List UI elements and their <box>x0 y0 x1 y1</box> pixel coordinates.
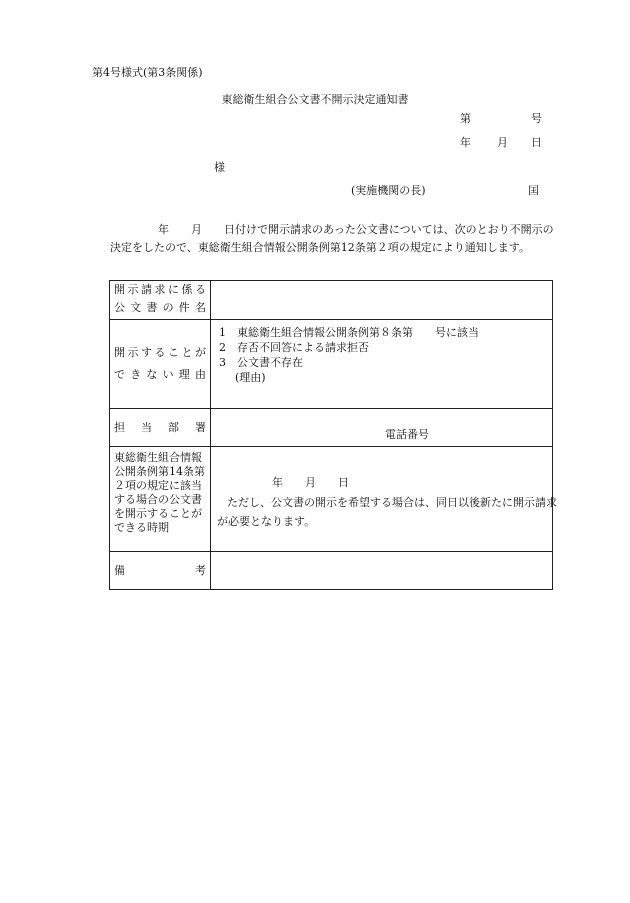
department-label: 担当部署 <box>114 420 206 434</box>
subject-label-line2: 公文書の件名 <box>114 301 206 314</box>
reasons-label-line2: できない理由 <box>114 368 206 381</box>
period-note: ただし、公文書の開示を希望する場合は、同日以後新たに開示請求が必要となります。 <box>217 496 557 528</box>
table-row <box>110 447 553 552</box>
issuer-name: (実施機関の長) <box>351 184 426 197</box>
reasons-value <box>211 320 553 409</box>
table-row <box>110 320 553 409</box>
info-table <box>109 280 557 590</box>
date-day-label: 日 <box>531 136 542 149</box>
doc-number-prefix: 第 <box>460 112 471 125</box>
remarks-label-cell <box>110 552 211 590</box>
table-row <box>110 409 553 447</box>
document-title: 東総衛生組合公文書不開示決定通知書 <box>221 93 409 106</box>
subject-label <box>110 281 211 320</box>
reason-item-3: 3 公文書不存在 <box>219 356 303 369</box>
department-label-cell <box>110 409 211 447</box>
table-row <box>110 281 553 320</box>
reason-item-1: 1 東総衛生組合情報公開条例第８条第 号に該当 <box>219 326 479 339</box>
department-value <box>211 409 553 447</box>
subject-label-line1: 開示請求に係る <box>114 283 206 296</box>
remarks-label: 備考 <box>114 563 206 577</box>
period-label: 東総衛生組合情報公開条例第14条第２項の規定に該当する場合の公文書を開示することができる時期 <box>110 447 211 552</box>
period-value <box>211 447 557 552</box>
form-number: 第4号様式(第3条関係) <box>92 66 203 79</box>
addressee-suffix: 様 <box>214 161 225 174</box>
reason-note: (理由) <box>235 371 266 384</box>
seal-mark: 囯 <box>528 184 539 197</box>
reasons-list <box>219 325 479 385</box>
period-date: 年 月 日 <box>272 476 349 489</box>
table-row <box>110 552 553 590</box>
reasons-label <box>110 320 211 409</box>
date-month-label: 月 <box>497 136 508 149</box>
date-year-label: 年 <box>460 136 471 149</box>
reasons-label-line1: 開示することが <box>114 346 206 359</box>
remarks-value <box>211 552 553 590</box>
phone-label: 電話番号 <box>385 428 429 441</box>
reason-item-2: 2 存否不回答による請求拒否 <box>219 341 369 354</box>
doc-number-suffix: 号 <box>531 112 542 125</box>
notice-body: 年 月 日付けで開示請求のあった公文書については、次のとおり不開示の決定をしたので、東総衛生組合情報公開条例第12条第２項の規定により通知します。 <box>103 223 554 254</box>
subject-value <box>211 281 553 320</box>
